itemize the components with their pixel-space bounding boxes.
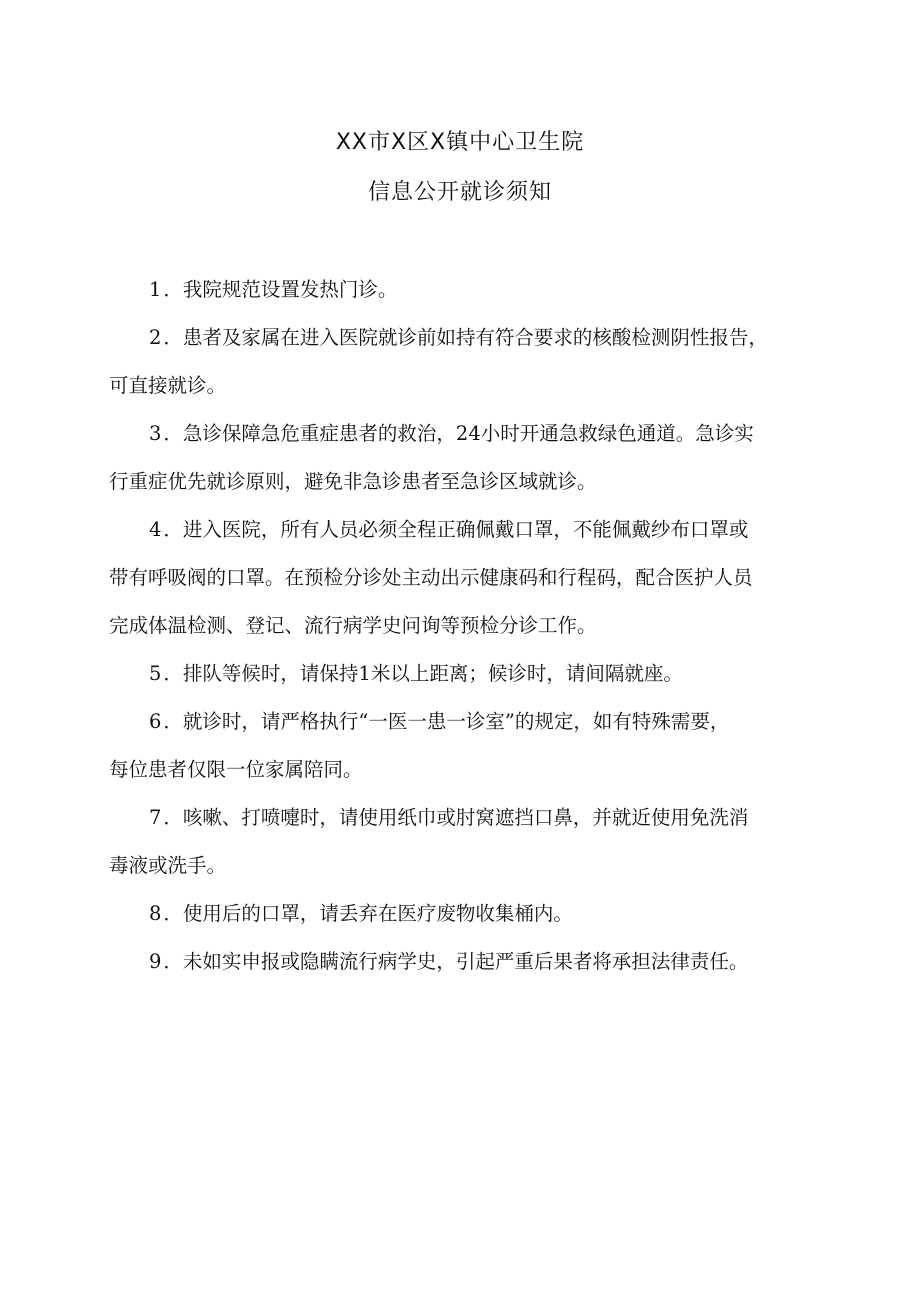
notice-item [109,650,819,698]
notice-item-continuation-line [109,602,819,650]
notice-item [109,698,819,794]
notice-item-text: 毒液或洗手。 [109,854,227,877]
notice-item-first-line [109,410,819,458]
notice-item [109,266,819,314]
notice-item-text: ．我院规范设置发热门诊。 [163,278,398,301]
notice-list [109,266,819,986]
notice-item [109,938,819,986]
document-subtitle: 信息公开就诊须知 [367,180,552,205]
notice-item-text: ．排队等候时，请保持1米以上距离；候诊时，请间隔就座。 [163,662,683,685]
notice-item-number: 2 [149,326,162,349]
notice-item [109,794,819,890]
notice-item-number: 3 [149,422,162,445]
notice-item-text: ．进入医院，所有人员必须全程正确佩戴口罩，不能佩戴纱布口罩或 [163,518,749,541]
notice-item-first-line [109,698,819,746]
notice-item-number: 9 [149,950,162,973]
notice-item-first-line [109,314,819,362]
notice-item-first-line [109,794,819,842]
notice-item [109,410,819,506]
notice-item-continuation-line [109,362,819,410]
notice-item-first-line [109,266,819,314]
notice-item-number: 4 [149,518,162,541]
notice-item-first-line [109,650,819,698]
notice-item-continuation-line [109,554,819,602]
notice-item-text: 每位患者仅限一位家属陪同。 [109,758,363,781]
notice-item-text: 可直接就诊。 [109,374,227,397]
notice-item-text: 完成体温检测、登记、流行病学史问询等预检分诊工作。 [109,614,597,637]
notice-item-continuation-line [109,746,819,794]
notice-item-first-line [109,506,819,554]
notice-item-text: ．急诊保障急危重症患者的救治，24小时开通急救绿色通道。急诊实 [163,422,754,445]
notice-item-number: 6 [149,710,162,733]
notice-item-number: 7 [149,806,162,829]
notice-item [109,314,819,410]
notice-item [109,890,819,938]
notice-item-number: 1 [149,278,162,301]
notice-item-text: ．就诊时，请严格执行“一医一患一诊室”的规定，如有特殊需要， [163,710,730,733]
notice-item-number: 8 [149,902,162,925]
notice-item-text: ．咳嗽、打喷嚏时，请使用纸巾或肘窝遮挡口鼻，并就近使用免洗消 [163,806,749,829]
notice-item [109,506,819,650]
document-title: XX市X区X镇中心卫生院 [335,130,585,155]
notice-item-first-line [109,938,819,986]
notice-item-text: ．未如实申报或隐瞒流行病学史，引起严重后果者将承担法律责任。 [163,950,749,973]
notice-item-number: 5 [149,662,162,685]
notice-item-continuation-line [109,458,819,506]
notice-item-text: ．使用后的口罩，请丢弃在医疗废物收集桶内。 [163,902,573,925]
notice-item-text: 带有呼吸阀的口罩。在预检分诊处主动出示健康码和行程码，配合医护人员 [109,566,753,589]
notice-item-text: 行重症优先就诊原则，避免非急诊患者至急诊区域就诊。 [109,470,597,493]
notice-item-first-line [109,890,819,938]
notice-item-continuation-line [109,842,819,890]
notice-item-text: ．患者及家属在进入医院就诊前如持有符合要求的核酸检测阴性报告， [163,326,768,349]
